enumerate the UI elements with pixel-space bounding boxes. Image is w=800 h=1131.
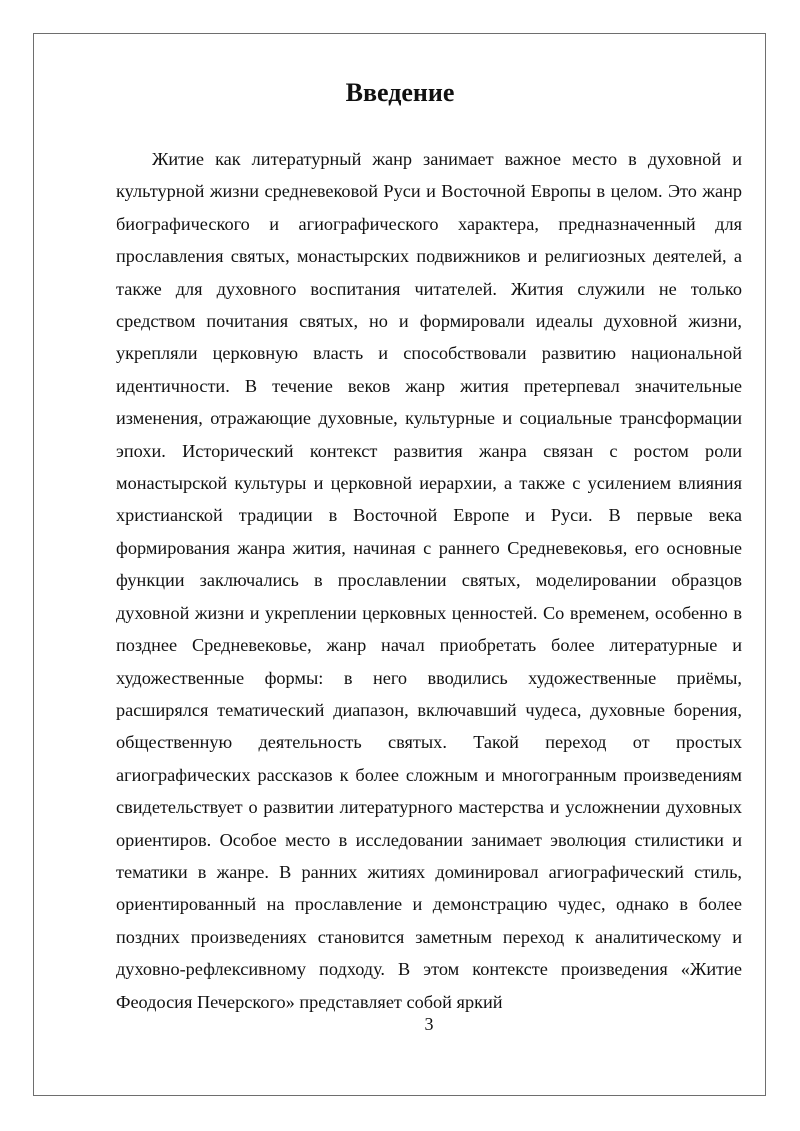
page-title: Введение [345,78,455,107]
page-number: 3 [424,1014,434,1034]
body-paragraph: Житие как литературный жанр занимает важное место в духовной и культурной жизни средневековой Руси и Восточной Европы в целом. Это жанр биографического и агиографического характера, предназначенный для прославления святых, монастырских подвижников и религиозных деятелей, а также для духовного воспитания читателей. Жития служили не только средством почитания святых, но и формировали идеалы духовной жизни, укрепляли церковную власть и способствовали развитию национальной идентичности. В течение веков жанр жития претерпевал значительные изменения, отражающие духовные, культурные и социальные трансформации эпохи. Исторический контекст развития жанра связан с ростом роли монастырской культуры и церковной иерархии, а также с усилением влияния христианской традиции в Восточной Европе и Руси. В первые века формирования жанра жития, начиная с раннего Средневековья, его основные функции заключались в прославлении святых, моделировании образцов духовной жизни и укреплении церковных ценностей. Со временем, особенно в позднее Средневековье, жанр начал приобретать более литературные и художественные формы: в него вводились художественные приёмы, расширялся тематический диапазон, включавший чудеса, духовные борения, общественную деятельность святых. Такой переход от простых агиографических рассказов к более сложным и многогранным произведениям свидетельствует о развитии литературного мастерства и усложнении духовных ориентиров. Особое место в исследовании занимает эволюция стилистики и тематики в жанре. В ранних житиях доминировал агиографический стиль, ориентированный на прославление и демонстрацию чудес, однако в более поздних произведениях становится заметным переход к аналитическому и духовно-рефлексивному подходу. В этом контексте произведения «Житие Феодосия Печерского» представляет собой яркий [116,149,742,1012]
